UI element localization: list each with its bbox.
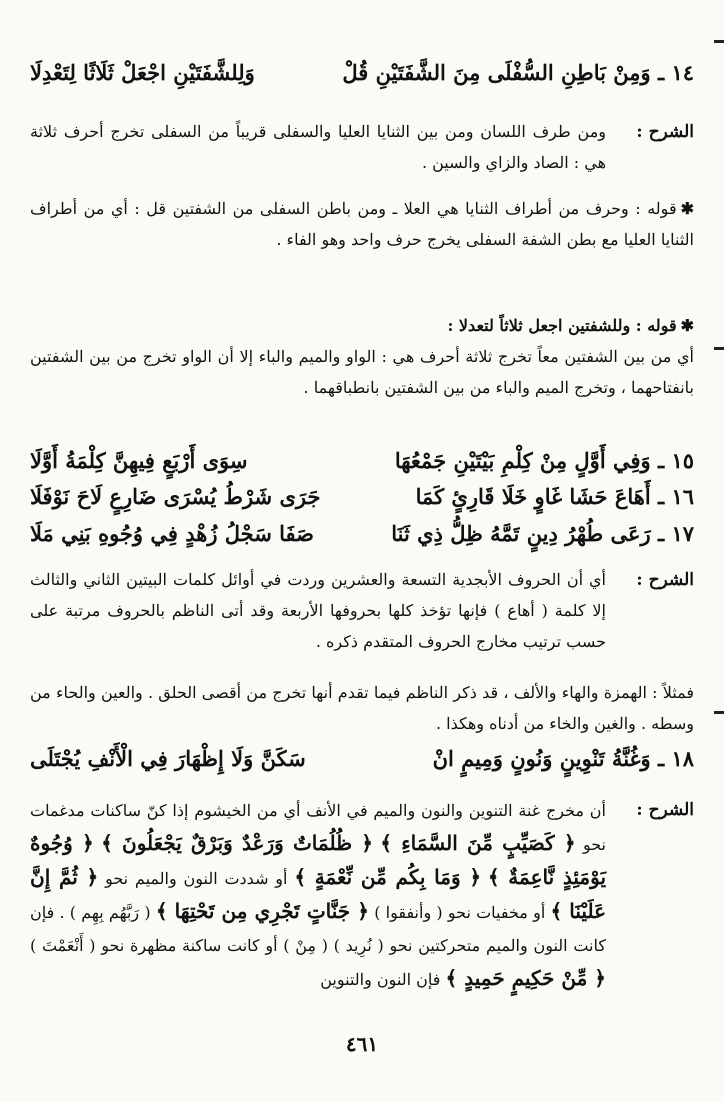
verse-17-hemistich-1: ١٧ ـ رَعَى طُهْرُ دِينٍ تَمَّهُ ظِلُّ ذِي ثَنَا bbox=[391, 521, 694, 546]
sharh-label: الشرح : bbox=[636, 570, 694, 590]
sharh-label: الشرح : bbox=[636, 122, 694, 142]
quran-quote: ﴿ ظُلُمَاتٌ وَرَعْدٌ وَبَرْقٌ يَجْعَلُونَ ﴾ bbox=[101, 831, 373, 855]
paragraph-3: أي من بين الشفتين معاً تخرج ثلاثة أحرف هي : الواو والميم والباء إلا أن الواو تخرج من بين الشفتين بانفتاحهما ، وتخرج الميم والباء من بين الشفتين بانطباقهما . bbox=[30, 347, 694, 397]
verse-16 bbox=[30, 484, 694, 509]
verse-14-hemistich-2: وَلِلشَّفَتَيْنِ اجْعَلْ ثَلَاثًا لِتَعْدِلَا bbox=[30, 60, 255, 85]
paragraph-2 bbox=[30, 193, 694, 255]
verse-15-hemistich-1: ١٥ ـ وَفِي أَوَّلٍ مِنْ كِلْمِ بَيْتَيْنِ جَمْعُهَا bbox=[394, 448, 694, 473]
verse-18-hemistich-1: ١٨ ـ وَغُنَّةُ تَنْوِينٍ وَنُونٍ وَمِيمٍ انْ bbox=[432, 746, 694, 771]
verse-18 bbox=[30, 746, 694, 771]
quran-quote: ﴿ وُجُوهٌ يَوْمَئِذٍ نَّاعِمَةٌ ﴾ bbox=[30, 831, 607, 889]
page-number: ٤٦١ bbox=[345, 1032, 379, 1056]
scan-edge-mark bbox=[714, 40, 724, 43]
verse-14-hemistich-1: ١٤ ـ وَمِنْ بَاطِنِ السُّفْلَى مِنَ الشَّفَتَيْنِ قُلْ bbox=[342, 60, 694, 85]
quran-quote: ﴿ وَمَا بِكُم مِّن نِّعْمَةٍ ﴾ bbox=[294, 865, 482, 889]
book-page bbox=[30, 0, 694, 1102]
paragraph-4: أي أن الحروف الأبجدية التسعة والعشرين وردت في أوائل كلمات البيتين الثاني والثالث إلا كلمة ( أهاع ) فإنها تؤخذ كلها بحروفها الأربعة وقد أتى الناظم بالحروف مرتبة على حسب ترتيب مخارج الحروف المتقدم ذكره . bbox=[30, 570, 606, 651]
verse-16-hemistich-1: ١٦ ـ أَهَاعَ حَشَا غَاوٍ خَلَا قَارِئٍ كَمَا bbox=[415, 484, 694, 509]
quran-quote: ﴿ ثُمَّ إِنَّ عَلَيْنَا ﴾ bbox=[30, 865, 607, 923]
paragraph-6 bbox=[30, 794, 606, 996]
verse-17 bbox=[30, 521, 694, 546]
paragraph-6-text-2: أو شددت النون والميم نحو bbox=[105, 869, 288, 888]
paragraph-6-text-3: أو مخفيات نحو ( وأنفقوا ) bbox=[374, 903, 546, 922]
verse-15 bbox=[30, 448, 694, 473]
scan-edge-mark bbox=[714, 711, 724, 714]
quran-quote: ﴿ مِّنْ حَكِيمٍ حَمِيدٍ ﴾ bbox=[445, 966, 606, 990]
verse-14 bbox=[30, 60, 694, 85]
verse-18-hemistich-2: سَكَنَّ وَلَا إِظْهَارَ فِي الْأَنْفِ يُجْتَلَى bbox=[30, 746, 306, 771]
asterisk-icon: ✱ bbox=[680, 316, 694, 335]
paragraph-5: فمثلاً : الهمزة والهاء والألف ، قد ذكر الناظم فيما تقدم أنها تخرج من أقصى الحلق . والعين والحاء من وسطه . والغين والخاء من أدناه وهكذا . bbox=[30, 683, 694, 733]
quran-quote: ﴿ كَصَيِّبٍ مِّنَ السَّمَاءِ ﴾ bbox=[380, 831, 576, 855]
quran-quote: ﴿ جَنَّاتٍ تَجْرِي مِن تَحْتِهَا ﴾ bbox=[155, 899, 369, 923]
sharh-label: الشرح : bbox=[636, 800, 694, 820]
verse-15-hemistich-2: سِوَى أَرْبَعٍ فِيهِنَّ كِلْمَةُ أَوَّلَا bbox=[30, 448, 248, 473]
verse-17-hemistich-2: صَفَا سَجْلُ زُهْدٍ فِي وُجُوهِ بَنِي مَلَا bbox=[30, 521, 314, 546]
paragraph-3-heading bbox=[30, 310, 694, 341]
paragraph-6-text-5: فإن النون والتنوين bbox=[320, 970, 441, 989]
asterisk-icon: ✱ bbox=[680, 199, 694, 218]
paragraph-6-text-4: ( رَبَّهُم بِهِم ) . فإن كانت النون والميم متحركتين نحو ( نُرِيد ) ( مِنْ ) أو كانت ساكنة مظهرة نحو ( أَنْعَمْتَ ) bbox=[30, 903, 606, 955]
paragraph-3-heading-text: قوله : وللشفتين اجعل ثلاثاً لتعدلا : bbox=[447, 316, 677, 335]
paragraph-2-text: قوله : وحرف من أطراف الثنايا هي العلا ـ ومن باطن السفلى من الشفتين قل : أي من أطراف الثنايا العليا مع بطن الشفة السفلى يخرج حرف واحد وهو الفاء . bbox=[30, 199, 694, 249]
verse-16-hemistich-2: جَرَى شَرْطُ يُسْرَى ضَارِعٍ لَاحَ نَوْفَلَا bbox=[30, 484, 321, 509]
scan-edge-mark bbox=[714, 347, 724, 350]
paragraph-1: ومن طرف اللسان ومن بين الثنايا العليا والسفلى قريباً من السفلى تخرج أحرف ثلاثة هي : الصاد والزاي والسين . bbox=[30, 122, 606, 172]
paragraph-6-text-1: أن مخرج غنة التنوين والنون والميم في الأنف أي من الخيشوم إذا كنّ ساكنات مدغمات نحو bbox=[30, 801, 606, 854]
